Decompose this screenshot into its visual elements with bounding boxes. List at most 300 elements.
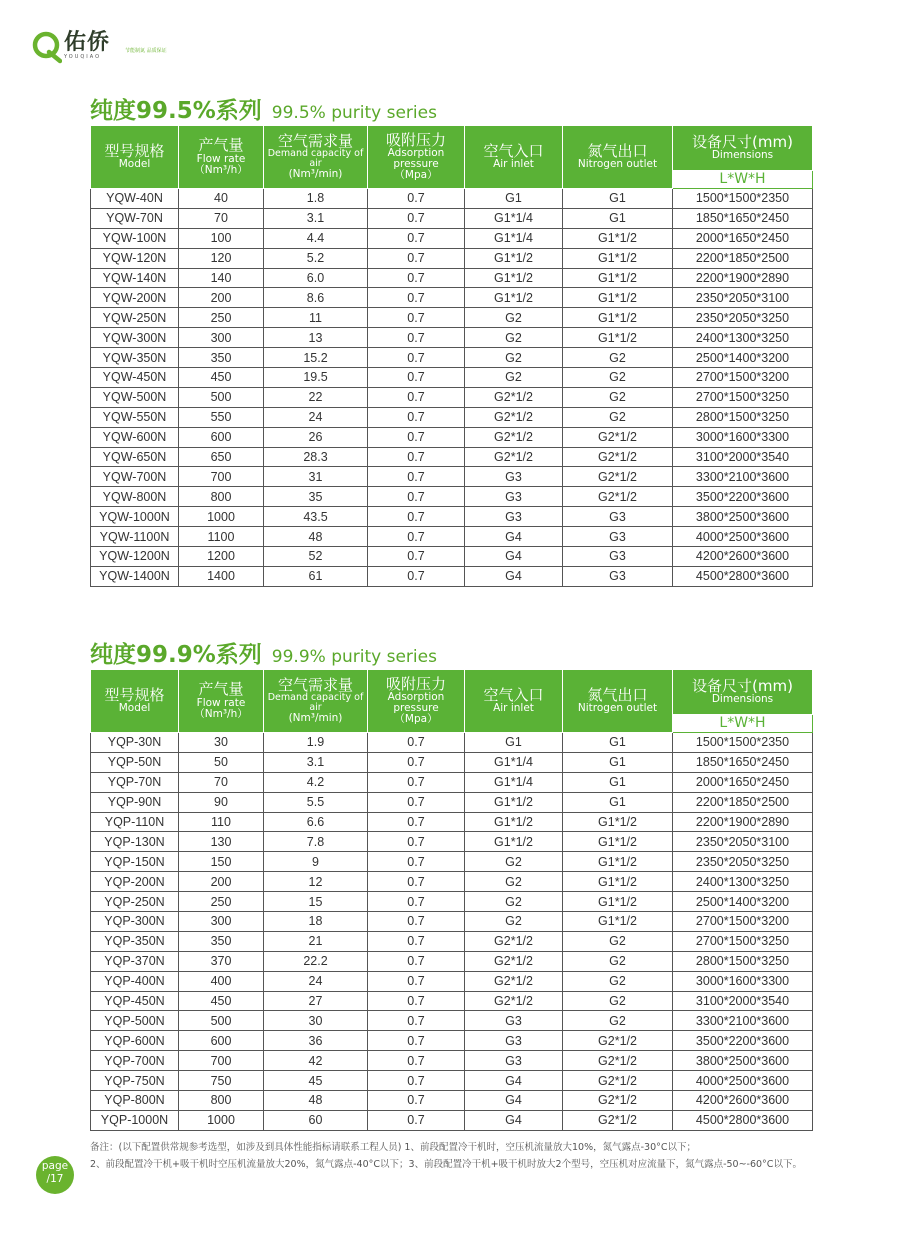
cell-air-inlet: G4 — [465, 1110, 563, 1130]
cell-air-demand: 22.2 — [264, 951, 368, 971]
cell-model: YQP-30N — [91, 733, 179, 753]
table-row — [91, 268, 813, 288]
cell-model: YQW-1200N — [91, 547, 179, 567]
table-row — [91, 1011, 813, 1031]
table-row — [91, 991, 813, 1011]
cell-pressure: 0.7 — [368, 328, 465, 348]
cell-air-inlet: G2*1/2 — [465, 991, 563, 1011]
cell-pressure: 0.7 — [368, 487, 465, 507]
section-title-cn: 纯度99.5%系列 — [90, 98, 262, 124]
cell-air-inlet: G2 — [465, 912, 563, 932]
table-row — [91, 467, 813, 487]
cell-air-demand: 4.4 — [264, 228, 368, 248]
cell-air-inlet: G4 — [465, 527, 563, 547]
cell-nitrogen-outlet: G2*1/2 — [563, 487, 673, 507]
table-row — [91, 248, 813, 268]
cell-air-inlet: G1*1/2 — [465, 268, 563, 288]
cell-pressure: 0.7 — [368, 527, 465, 547]
cell-model: YQP-150N — [91, 852, 179, 872]
cell-air-inlet: G2*1/2 — [465, 387, 563, 407]
table-row — [91, 892, 813, 912]
cell-model: YQW-300N — [91, 328, 179, 348]
table-row — [91, 387, 813, 407]
cell-nitrogen-outlet: G2 — [563, 387, 673, 407]
cell-nitrogen-outlet: G1*1/2 — [563, 872, 673, 892]
cell-air-demand: 6.0 — [264, 268, 368, 288]
cell-model: YQP-90N — [91, 792, 179, 812]
cell-model: YQP-750N — [91, 1071, 179, 1091]
cell-flow-rate: 1400 — [179, 566, 264, 586]
cell-air-demand: 26 — [264, 427, 368, 447]
cell-dimensions: 3800*2500*3600 — [673, 507, 813, 527]
section-title-en: 99.5% purity series — [271, 103, 437, 123]
table-row — [91, 1091, 813, 1111]
cell-air-demand: 45 — [264, 1071, 368, 1091]
cell-pressure: 0.7 — [368, 1031, 465, 1051]
cell-dimensions: 2500*1400*3200 — [673, 892, 813, 912]
cell-air-demand: 24 — [264, 971, 368, 991]
cell-air-demand: 43.5 — [264, 507, 368, 527]
table-row — [91, 951, 813, 971]
cell-dimensions: 2200*1900*2890 — [673, 812, 813, 832]
cell-air-inlet: G2*1/2 — [465, 447, 563, 467]
cell-flow-rate: 100 — [179, 228, 264, 248]
header-flow-rate: 产气量 Flow rate （Nm³/h） — [179, 126, 264, 189]
cell-air-inlet: G1*1/4 — [465, 752, 563, 772]
cell-air-demand: 9 — [264, 852, 368, 872]
cell-air-inlet: G1*1/2 — [465, 288, 563, 308]
cell-air-inlet: G4 — [465, 1071, 563, 1091]
cell-nitrogen-outlet: G3 — [563, 507, 673, 527]
cell-air-inlet: G1 — [465, 733, 563, 753]
cell-nitrogen-outlet: G2*1/2 — [563, 427, 673, 447]
table-row — [91, 228, 813, 248]
cell-air-demand: 3.1 — [264, 208, 368, 228]
cell-nitrogen-outlet: G1 — [563, 733, 673, 753]
cell-flow-rate: 200 — [179, 288, 264, 308]
cell-nitrogen-outlet: G1*1/2 — [563, 812, 673, 832]
table-row — [91, 328, 813, 348]
cell-flow-rate: 1100 — [179, 527, 264, 547]
cell-flow-rate: 400 — [179, 971, 264, 991]
cell-pressure: 0.7 — [368, 792, 465, 812]
cell-flow-rate: 200 — [179, 872, 264, 892]
cell-model: YQP-400N — [91, 971, 179, 991]
cell-air-inlet: G2 — [465, 348, 563, 368]
cell-pressure: 0.7 — [368, 991, 465, 1011]
cell-flow-rate: 130 — [179, 832, 264, 852]
cell-dimensions: 2700*1500*3200 — [673, 368, 813, 388]
cell-flow-rate: 120 — [179, 248, 264, 268]
header-air-inlet: 空气入口 Air inlet — [465, 670, 563, 733]
cell-air-inlet: G2 — [465, 328, 563, 348]
table-row — [91, 189, 813, 209]
brand-pinyin: YOUQIAO — [64, 54, 102, 60]
footnote-line: 备注：(以下配置供常规参考选型，如涉及到具体性能指标请联系工程人员) 1、前段配置冷干机时，空压机流量放大10%，氮气露点-30°C以下； — [90, 1142, 696, 1153]
cell-dimensions: 2700*1500*3200 — [673, 912, 813, 932]
table-row — [91, 566, 813, 586]
cell-pressure: 0.7 — [368, 772, 465, 792]
header-lwh: L*W*H — [673, 715, 813, 733]
cell-air-inlet: G2 — [465, 892, 563, 912]
cell-air-inlet: G3 — [465, 1011, 563, 1031]
cell-nitrogen-outlet: G2 — [563, 407, 673, 427]
cell-pressure: 0.7 — [368, 248, 465, 268]
cell-dimensions: 2200*1850*2500 — [673, 248, 813, 268]
table-row — [91, 752, 813, 772]
cell-flow-rate: 800 — [179, 1091, 264, 1111]
cell-model: YQP-250N — [91, 892, 179, 912]
cell-nitrogen-outlet: G2*1/2 — [563, 1031, 673, 1051]
cell-air-demand: 27 — [264, 991, 368, 1011]
cell-dimensions: 2000*1650*2450 — [673, 772, 813, 792]
cell-dimensions: 4000*2500*3600 — [673, 1071, 813, 1091]
cell-pressure: 0.7 — [368, 971, 465, 991]
brand-logo — [32, 26, 167, 66]
cell-dimensions: 3100*2000*3540 — [673, 447, 813, 467]
cell-air-demand: 7.8 — [264, 832, 368, 852]
cell-nitrogen-outlet: G2*1/2 — [563, 1091, 673, 1111]
cell-dimensions: 2350*2050*3250 — [673, 308, 813, 328]
cell-dimensions: 4200*2600*3600 — [673, 1091, 813, 1111]
cell-model: YQW-800N — [91, 487, 179, 507]
cell-dimensions: 4500*2800*3600 — [673, 1110, 813, 1130]
cell-model: YQW-1400N — [91, 566, 179, 586]
cell-dimensions: 1850*1650*2450 — [673, 752, 813, 772]
cell-air-inlet: G3 — [465, 1051, 563, 1071]
cell-nitrogen-outlet: G2 — [563, 348, 673, 368]
cell-model: YQP-200N — [91, 872, 179, 892]
cell-flow-rate: 140 — [179, 268, 264, 288]
cell-air-demand: 5.5 — [264, 792, 368, 812]
cell-flow-rate: 40 — [179, 189, 264, 209]
cell-air-inlet: G4 — [465, 547, 563, 567]
table-row — [91, 1051, 813, 1071]
cell-flow-rate: 1000 — [179, 507, 264, 527]
cell-nitrogen-outlet: G1 — [563, 189, 673, 209]
cell-nitrogen-outlet: G1*1/2 — [563, 832, 673, 852]
cell-air-demand: 42 — [264, 1051, 368, 1071]
cell-model: YQP-500N — [91, 1011, 179, 1031]
cell-dimensions: 2200*1900*2890 — [673, 268, 813, 288]
cell-model: YQP-50N — [91, 752, 179, 772]
cell-air-demand: 48 — [264, 1091, 368, 1111]
cell-pressure: 0.7 — [368, 1071, 465, 1091]
cell-nitrogen-outlet: G2*1/2 — [563, 1110, 673, 1130]
cell-nitrogen-outlet: G1*1/2 — [563, 328, 673, 348]
header-nitrogen-outlet: 氮气出口 Nitrogen outlet — [563, 670, 673, 733]
cell-nitrogen-outlet: G1 — [563, 792, 673, 812]
cell-model: YQP-110N — [91, 812, 179, 832]
cell-model: YQP-130N — [91, 832, 179, 852]
cell-pressure: 0.7 — [368, 447, 465, 467]
cell-air-demand: 60 — [264, 1110, 368, 1130]
table-row — [91, 812, 813, 832]
cell-flow-rate: 750 — [179, 1071, 264, 1091]
cell-model: YQP-350N — [91, 931, 179, 951]
cell-air-inlet: G2*1/2 — [465, 931, 563, 951]
header-dimensions: 设备尺寸(mm) Dimensions — [673, 126, 813, 171]
cell-flow-rate: 90 — [179, 792, 264, 812]
table-row — [91, 208, 813, 228]
cell-dimensions: 3800*2500*3600 — [673, 1051, 813, 1071]
cell-nitrogen-outlet: G2*1/2 — [563, 1051, 673, 1071]
cell-model: YQW-100N — [91, 228, 179, 248]
table-row — [91, 447, 813, 467]
table-row — [91, 348, 813, 368]
cell-pressure: 0.7 — [368, 228, 465, 248]
cell-dimensions: 2700*1500*3250 — [673, 931, 813, 951]
cell-nitrogen-outlet: G1 — [563, 772, 673, 792]
cell-pressure: 0.7 — [368, 872, 465, 892]
cell-air-inlet: G1*1/2 — [465, 832, 563, 852]
cell-air-inlet: G2 — [465, 368, 563, 388]
header-air-demand: 空气需求量 Demand capacity of air (Nm³/min) — [264, 126, 368, 189]
table-row — [91, 1110, 813, 1130]
cell-flow-rate: 650 — [179, 447, 264, 467]
cell-model: YQW-600N — [91, 427, 179, 447]
cell-dimensions: 3300*2100*3600 — [673, 1011, 813, 1031]
spec-table-995 — [90, 125, 813, 587]
cell-pressure: 0.7 — [368, 832, 465, 852]
cell-dimensions: 3500*2200*3600 — [673, 487, 813, 507]
section-title-cn: 纯度99.9%系列 — [90, 642, 262, 668]
cell-nitrogen-outlet: G1*1/2 — [563, 912, 673, 932]
cell-pressure: 0.7 — [368, 348, 465, 368]
cell-flow-rate: 70 — [179, 772, 264, 792]
table-row — [91, 368, 813, 388]
cell-dimensions: 2400*1300*3250 — [673, 872, 813, 892]
table-row — [91, 547, 813, 567]
cell-pressure: 0.7 — [368, 189, 465, 209]
cell-model: YQP-370N — [91, 951, 179, 971]
table-row — [91, 792, 813, 812]
cell-nitrogen-outlet: G1*1/2 — [563, 852, 673, 872]
cell-air-demand: 30 — [264, 1011, 368, 1031]
cell-air-inlet: G3 — [465, 1031, 563, 1051]
cell-flow-rate: 1000 — [179, 1110, 264, 1130]
cell-pressure: 0.7 — [368, 407, 465, 427]
cell-nitrogen-outlet: G1*1/2 — [563, 228, 673, 248]
cell-flow-rate: 700 — [179, 467, 264, 487]
brand-name: 佑侨 — [64, 30, 111, 55]
footnotes — [90, 1139, 802, 1173]
cell-flow-rate: 700 — [179, 1051, 264, 1071]
cell-air-inlet: G2*1/2 — [465, 951, 563, 971]
cell-air-demand: 36 — [264, 1031, 368, 1051]
cell-nitrogen-outlet: G1*1/2 — [563, 268, 673, 288]
cell-dimensions: 2800*1500*3250 — [673, 951, 813, 971]
table-row — [91, 852, 813, 872]
brand-text — [64, 32, 110, 60]
cell-air-demand: 24 — [264, 407, 368, 427]
cell-dimensions: 2000*1650*2450 — [673, 228, 813, 248]
table-row — [91, 1031, 813, 1051]
cell-nitrogen-outlet: G1*1/2 — [563, 288, 673, 308]
cell-air-inlet: G1*1/2 — [465, 248, 563, 268]
page-label: page — [41, 1160, 69, 1172]
cell-air-demand: 8.6 — [264, 288, 368, 308]
cell-air-inlet: G2*1/2 — [465, 427, 563, 447]
cell-flow-rate: 70 — [179, 208, 264, 228]
page-number: /17 — [46, 1173, 64, 1185]
cell-air-demand: 3.1 — [264, 752, 368, 772]
cell-pressure: 0.7 — [368, 752, 465, 772]
cell-air-inlet: G1*1/4 — [465, 228, 563, 248]
cell-model: YQW-140N — [91, 268, 179, 288]
cell-air-demand: 28.3 — [264, 447, 368, 467]
cell-model: YQP-450N — [91, 991, 179, 1011]
cell-air-demand: 48 — [264, 527, 368, 547]
cell-model: YQW-550N — [91, 407, 179, 427]
cell-nitrogen-outlet: G2*1/2 — [563, 447, 673, 467]
cell-model: YQW-450N — [91, 368, 179, 388]
header-dimensions: 设备尺寸(mm) Dimensions — [673, 670, 813, 715]
page-number-badge — [36, 1156, 74, 1194]
cell-flow-rate: 150 — [179, 852, 264, 872]
cell-pressure: 0.7 — [368, 1110, 465, 1130]
cell-air-inlet: G1*1/2 — [465, 812, 563, 832]
table-row — [91, 733, 813, 753]
cell-flow-rate: 450 — [179, 991, 264, 1011]
cell-air-inlet: G1*1/2 — [465, 792, 563, 812]
cell-dimensions: 4000*2500*3600 — [673, 527, 813, 547]
header-air-demand: 空气需求量 Demand capacity of air (Nm³/min) — [264, 670, 368, 733]
cell-model: YQP-600N — [91, 1031, 179, 1051]
table-row — [91, 971, 813, 991]
header-model: 型号规格 Model — [91, 670, 179, 733]
cell-nitrogen-outlet: G3 — [563, 527, 673, 547]
cell-pressure: 0.7 — [368, 1051, 465, 1071]
table-row — [91, 487, 813, 507]
cell-air-demand: 13 — [264, 328, 368, 348]
cell-air-demand: 5.2 — [264, 248, 368, 268]
cell-air-demand: 15.2 — [264, 348, 368, 368]
cell-dimensions: 1500*1500*2350 — [673, 733, 813, 753]
cell-flow-rate: 1200 — [179, 547, 264, 567]
cell-dimensions: 2500*1400*3200 — [673, 348, 813, 368]
cell-flow-rate: 370 — [179, 951, 264, 971]
cell-flow-rate: 500 — [179, 1011, 264, 1031]
table-row — [91, 527, 813, 547]
q-logo-icon — [32, 28, 62, 64]
cell-nitrogen-outlet: G2 — [563, 991, 673, 1011]
cell-air-inlet: G3 — [465, 467, 563, 487]
cell-model: YQW-70N — [91, 208, 179, 228]
cell-air-inlet: G3 — [465, 507, 563, 527]
cell-flow-rate: 300 — [179, 328, 264, 348]
cell-pressure: 0.7 — [368, 951, 465, 971]
cell-air-demand: 52 — [264, 547, 368, 567]
table-row — [91, 507, 813, 527]
table-row — [91, 912, 813, 932]
section-title-999 — [90, 636, 437, 669]
cell-dimensions: 2800*1500*3250 — [673, 407, 813, 427]
cell-air-demand: 1.8 — [264, 189, 368, 209]
table-body — [91, 733, 813, 1131]
cell-flow-rate: 250 — [179, 892, 264, 912]
cell-pressure: 0.7 — [368, 387, 465, 407]
cell-model: YQW-200N — [91, 288, 179, 308]
cell-air-inlet: G1*1/4 — [465, 772, 563, 792]
cell-flow-rate: 110 — [179, 812, 264, 832]
header-pressure: 吸附压力 Adsorption pressure （Mpa） — [368, 126, 465, 189]
cell-pressure: 0.7 — [368, 208, 465, 228]
cell-air-inlet: G2 — [465, 872, 563, 892]
cell-air-inlet: G3 — [465, 487, 563, 507]
cell-flow-rate: 250 — [179, 308, 264, 328]
cell-air-inlet: G2 — [465, 852, 563, 872]
cell-air-demand: 19.5 — [264, 368, 368, 388]
brand-slogan: 节能制氮 品质保证 — [125, 48, 167, 54]
cell-model: YQP-700N — [91, 1051, 179, 1071]
table-row — [91, 931, 813, 951]
cell-dimensions: 2350*2050*3100 — [673, 832, 813, 852]
cell-pressure: 0.7 — [368, 852, 465, 872]
cell-nitrogen-outlet: G3 — [563, 547, 673, 567]
cell-model: YQW-500N — [91, 387, 179, 407]
cell-flow-rate: 350 — [179, 931, 264, 951]
cell-dimensions: 3100*2000*3540 — [673, 991, 813, 1011]
header-pressure: 吸附压力 Adsorption pressure （Mpa） — [368, 670, 465, 733]
cell-nitrogen-outlet: G2 — [563, 368, 673, 388]
cell-flow-rate: 450 — [179, 368, 264, 388]
cell-pressure: 0.7 — [368, 288, 465, 308]
cell-dimensions: 3500*2200*3600 — [673, 1031, 813, 1051]
cell-flow-rate: 600 — [179, 427, 264, 447]
cell-pressure: 0.7 — [368, 427, 465, 447]
cell-model: YQW-1000N — [91, 507, 179, 527]
cell-air-demand: 61 — [264, 566, 368, 586]
cell-air-demand: 22 — [264, 387, 368, 407]
cell-pressure: 0.7 — [368, 467, 465, 487]
cell-nitrogen-outlet: G2 — [563, 1011, 673, 1031]
cell-model: YQP-300N — [91, 912, 179, 932]
cell-nitrogen-outlet: G1*1/2 — [563, 308, 673, 328]
header-air-inlet: 空气入口 Air inlet — [465, 126, 563, 189]
cell-model: YQW-350N — [91, 348, 179, 368]
cell-dimensions: 1500*1500*2350 — [673, 189, 813, 209]
section-title-995 — [90, 92, 437, 125]
header-flow-rate: 产气量 Flow rate （Nm³/h） — [179, 670, 264, 733]
cell-air-demand: 35 — [264, 487, 368, 507]
cell-pressure: 0.7 — [368, 1011, 465, 1031]
cell-model: YQW-120N — [91, 248, 179, 268]
cell-pressure: 0.7 — [368, 507, 465, 527]
header-lwh: L*W*H — [673, 171, 813, 189]
cell-air-inlet: G1*1/4 — [465, 208, 563, 228]
cell-flow-rate: 50 — [179, 752, 264, 772]
table-row — [91, 308, 813, 328]
table-row — [91, 872, 813, 892]
cell-nitrogen-outlet: G2 — [563, 931, 673, 951]
cell-flow-rate: 550 — [179, 407, 264, 427]
cell-nitrogen-outlet: G2*1/2 — [563, 467, 673, 487]
cell-dimensions: 2700*1500*3250 — [673, 387, 813, 407]
cell-pressure: 0.7 — [368, 268, 465, 288]
cell-air-demand: 4.2 — [264, 772, 368, 792]
cell-model: YQP-70N — [91, 772, 179, 792]
cell-dimensions: 2350*2050*3250 — [673, 852, 813, 872]
cell-dimensions: 3300*2100*3600 — [673, 467, 813, 487]
table-row — [91, 1071, 813, 1091]
cell-dimensions: 1850*1650*2450 — [673, 208, 813, 228]
cell-air-demand: 18 — [264, 912, 368, 932]
table-row — [91, 407, 813, 427]
cell-air-demand: 31 — [264, 467, 368, 487]
cell-dimensions: 4500*2800*3600 — [673, 566, 813, 586]
cell-nitrogen-outlet: G1*1/2 — [563, 892, 673, 912]
